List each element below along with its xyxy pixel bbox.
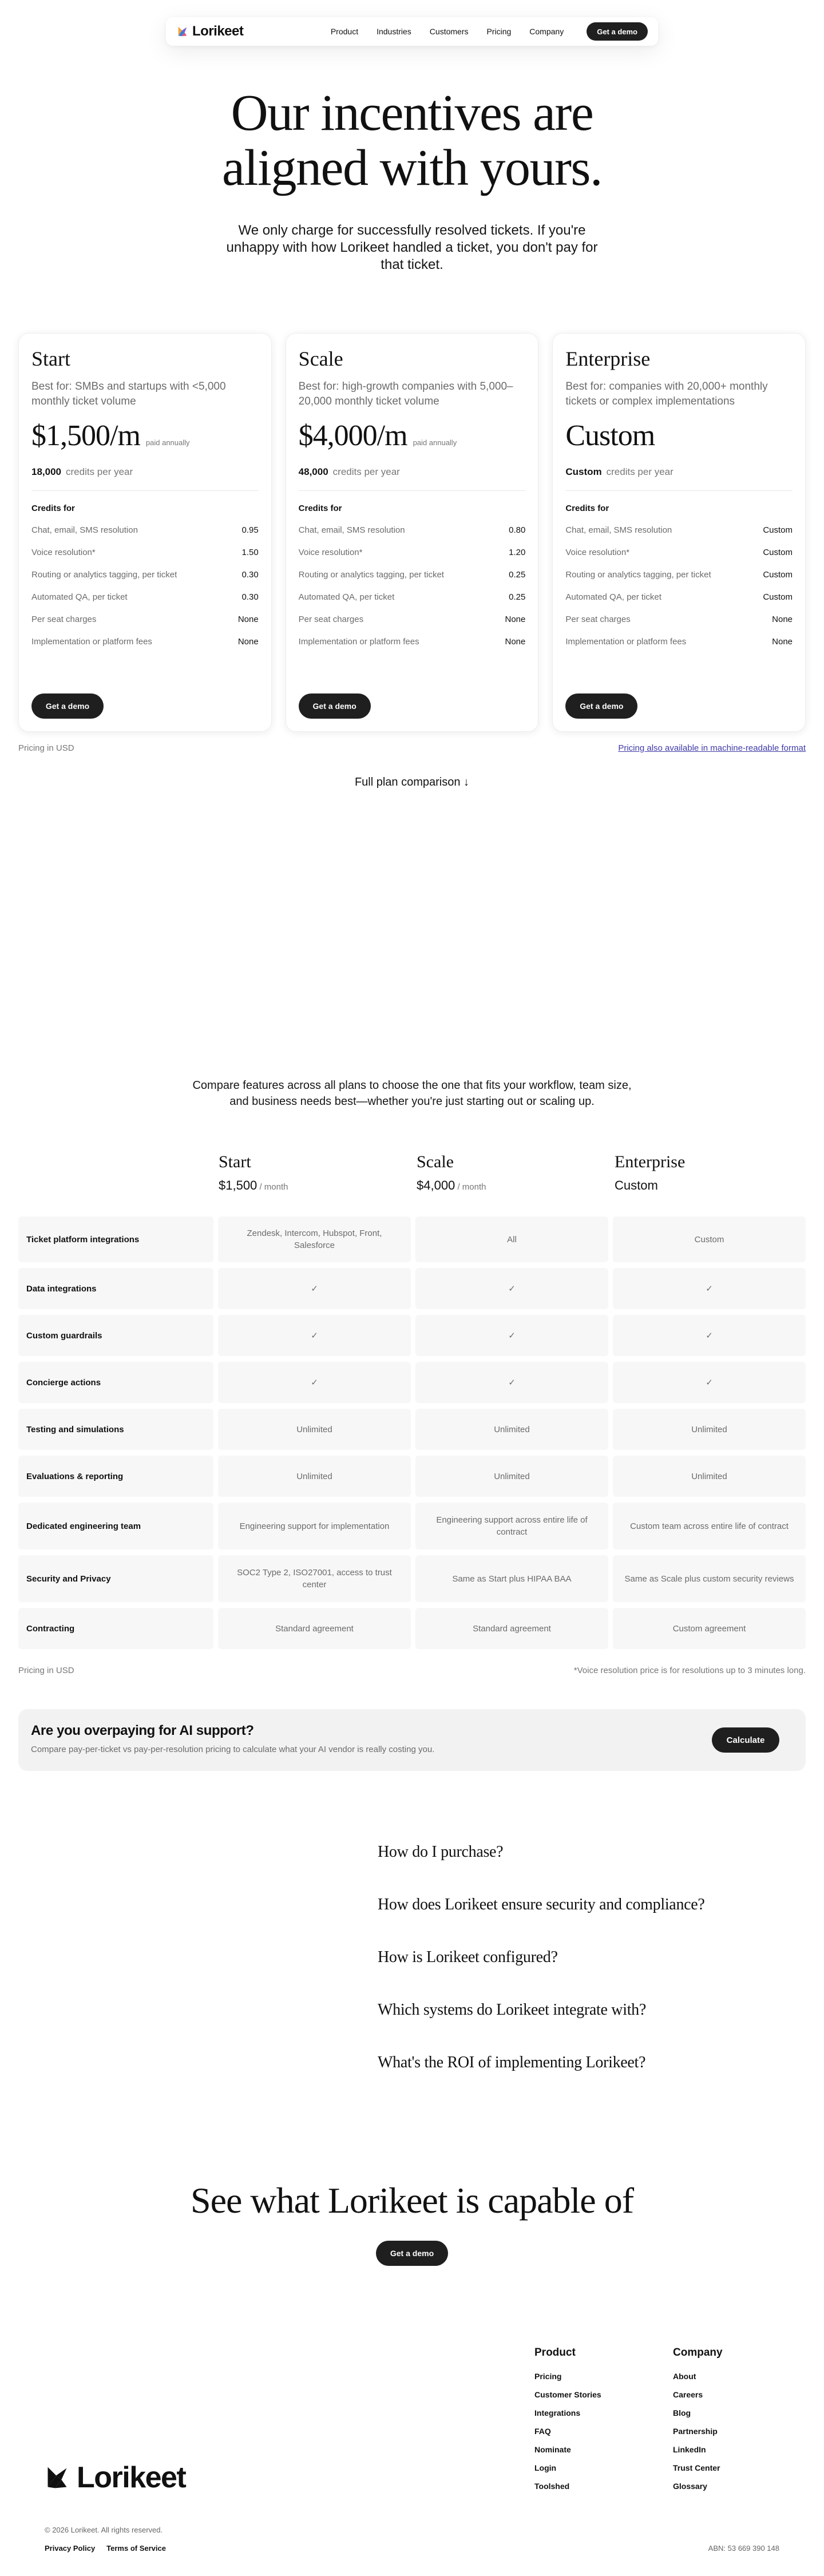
feature-label: Contracting <box>18 1608 213 1649</box>
credit-row <box>31 541 259 564</box>
feature-value-start: Zendesk, Intercom, Hubspot, Front, Salesforce <box>218 1216 411 1262</box>
credit-label: Routing or analytics tagging, per ticket <box>565 570 711 580</box>
compare-price-unit: / month <box>455 1182 486 1192</box>
credit-value: None <box>237 615 259 624</box>
credit-label: Automated QA, per ticket <box>298 592 395 602</box>
credit-value: 0.25 <box>509 592 526 602</box>
feature-value-enterprise: Same as Scale plus custom security reviews <box>613 1555 806 1602</box>
plan-credits-number: 48,000 <box>298 466 328 477</box>
abn-number: ABN: 53 669 390 148 <box>708 2544 779 2553</box>
banner-title: Are you overpaying for AI support? <box>31 1723 254 1738</box>
credit-label: Automated QA, per ticket <box>565 592 661 602</box>
credit-value: 0.30 <box>241 570 259 580</box>
nav-link-customers[interactable]: Customers <box>429 27 469 36</box>
feature-value-scale: Same as Start plus HIPAA BAA <box>415 1555 608 1602</box>
credit-value: None <box>237 637 259 647</box>
credits-for-heading: Credits for <box>565 504 609 513</box>
banner-subtitle: Compare pay-per-ticket vs pay-per-resolution pricing to calculate what your AI vendor is really costing you. <box>31 1745 435 1754</box>
hero-title-line-2: aligned with yours. <box>222 140 602 196</box>
brand-logo[interactable] <box>176 23 243 39</box>
cta-get-demo-button[interactable]: Get a demo <box>376 2241 448 2266</box>
plan-price-amount: $1,500/m <box>31 419 140 452</box>
compare-col-enterprise <box>615 1152 810 1193</box>
footer-link-toolshed[interactable]: Toolshed <box>534 2482 570 2491</box>
check-icon: ✓ <box>613 1315 806 1356</box>
footer-link-glossary[interactable]: Glossary <box>673 2482 707 2491</box>
lorikeet-logo-icon <box>176 25 189 38</box>
feature-value-enterprise: Custom <box>613 1216 806 1262</box>
feature-label: Evaluations & reporting <box>18 1456 213 1497</box>
credit-row <box>565 564 793 586</box>
plan-credits-label: credits per year <box>66 466 133 477</box>
feature-label: Data integrations <box>18 1268 213 1309</box>
faq-item[interactable]: How do I purchase? <box>378 1843 504 1861</box>
feature-label: Concierge actions <box>18 1362 213 1403</box>
credit-value: Custom <box>763 525 793 535</box>
compare-plan-name: Enterprise <box>615 1152 686 1171</box>
feature-label: Dedicated engineering team <box>18 1503 213 1549</box>
plan-price <box>299 419 526 453</box>
hero-subtitle: We only charge for successfully resolved tickets. If you're unhappy with how Lorikeet handled a ticket, you don't pay for that ticket. <box>226 223 598 272</box>
table-row <box>18 1362 806 1403</box>
compare-plan-price <box>615 1178 810 1193</box>
compare-plan-price <box>219 1178 414 1193</box>
nav-link-product[interactable]: Product <box>330 27 359 36</box>
credit-row <box>299 519 526 541</box>
footer-link-login[interactable]: Login <box>534 2463 557 2472</box>
credit-label: Per seat charges <box>298 615 364 624</box>
feature-value-enterprise: Unlimited <box>613 1409 806 1450</box>
credit-value: 0.30 <box>241 592 259 602</box>
footer-link-integrations[interactable]: Integrations <box>534 2408 581 2418</box>
credit-label: Per seat charges <box>565 615 631 624</box>
credits-for-heading: Credits for <box>31 504 75 513</box>
credit-value: 0.25 <box>509 570 526 580</box>
footer-link-customer-stories[interactable]: Customer Stories <box>534 2390 601 2399</box>
feature-label: Ticket platform integrations <box>18 1216 213 1262</box>
top-nav <box>166 17 658 46</box>
compare-col-start <box>219 1152 414 1193</box>
check-icon: ✓ <box>218 1268 411 1309</box>
terms-of-service-link[interactable]: Terms of Service <box>106 2544 166 2553</box>
check-icon: ✓ <box>415 1362 608 1403</box>
feature-value-scale: Engineering support across entire life of contract <box>415 1503 608 1549</box>
credit-row <box>31 564 259 586</box>
hero-title-line-1: Our incentives are <box>231 85 593 141</box>
faq-list <box>378 1842 778 2106</box>
start-get-demo-button[interactable]: Get a demo <box>31 693 104 719</box>
faq-item[interactable]: How does Lorikeet ensure security and compliance? <box>378 1896 705 1913</box>
privacy-policy-link[interactable]: Privacy Policy <box>45 2544 96 2553</box>
check-icon: ✓ <box>613 1268 806 1309</box>
table-row <box>18 1315 806 1356</box>
credit-value: Custom <box>763 548 793 557</box>
feature-value-scale: All <box>415 1216 608 1262</box>
table-row <box>18 1503 806 1549</box>
feature-label: Security and Privacy <box>18 1555 213 1602</box>
table-row <box>18 1268 806 1309</box>
compare-table <box>18 1216 806 1655</box>
credit-row <box>299 586 526 608</box>
compare-plan-name: Scale <box>417 1152 454 1171</box>
plan-name: Start <box>31 347 70 370</box>
overpaying-banner <box>18 1709 806 1771</box>
footer-product-heading: Product <box>534 2347 576 2359</box>
credits-for-heading: Credits for <box>298 504 342 513</box>
credit-label: Routing or analytics tagging, per ticket <box>298 570 444 580</box>
voice-footnote: *Voice resolution price is for resolutions up to 3 minutes long. <box>573 1666 806 1675</box>
nav-link-pricing[interactable]: Pricing <box>486 27 512 36</box>
credit-value: 0.80 <box>509 525 526 535</box>
credit-row <box>565 608 793 631</box>
legal-links <box>45 2544 166 2553</box>
credit-row <box>299 608 526 631</box>
credit-row <box>31 586 259 608</box>
credit-value: 1.50 <box>241 548 259 557</box>
nav-link-industries[interactable]: Industries <box>377 27 411 36</box>
divider <box>299 490 526 491</box>
feature-value-scale: Standard agreement <box>415 1608 608 1649</box>
feature-label: Testing and simulations <box>18 1409 213 1450</box>
nav-get-demo-button[interactable]: Get a demo <box>587 22 648 41</box>
feature-value-start: Standard agreement <box>218 1608 411 1649</box>
feature-value-start: Unlimited <box>218 1456 411 1497</box>
plan-price-amount: Custom <box>565 419 655 452</box>
feature-value-enterprise: Custom team across entire life of contract <box>613 1503 806 1549</box>
table-row <box>18 1456 806 1497</box>
compare-intro: Compare features across all plans to choose the one that fits your workflow, team size, and business needs best—whether you're just starting out or scaling up. <box>192 1079 632 1108</box>
lorikeet-logo-icon <box>45 2464 70 2491</box>
scale-get-demo-button[interactable]: Get a demo <box>299 693 371 719</box>
table-row <box>18 1409 806 1450</box>
footer-company-heading: Company <box>673 2347 723 2359</box>
feature-value-start: Engineering support for implementation <box>218 1503 411 1549</box>
feature-value-enterprise: Custom agreement <box>613 1608 806 1649</box>
footer-link-about[interactable]: About <box>673 2372 696 2381</box>
credit-rows <box>31 519 259 653</box>
credit-value: None <box>505 615 526 624</box>
brand-name: Lorikeet <box>192 23 244 39</box>
credit-label: Chat, email, SMS resolution <box>565 525 672 535</box>
credit-label: Chat, email, SMS resolution <box>298 525 405 535</box>
plan-cards <box>18 333 806 732</box>
credit-value: None <box>505 637 526 647</box>
footer-link-faq[interactable]: FAQ <box>534 2427 551 2436</box>
compare-price-amount: $4,000 <box>417 1178 455 1192</box>
calculate-button[interactable]: Calculate <box>712 1727 779 1753</box>
plan-card-scale <box>286 333 539 732</box>
check-icon: ✓ <box>218 1362 411 1403</box>
faq-item[interactable]: How is Lorikeet configured? <box>378 1948 558 1966</box>
credit-value: None <box>772 637 793 647</box>
credit-row <box>31 608 259 631</box>
plan-card-start <box>18 333 272 732</box>
credit-row <box>565 519 793 541</box>
footer-link-nominate[interactable]: Nominate <box>534 2445 571 2454</box>
table-row <box>18 1608 806 1649</box>
footer-link-pricing[interactable]: Pricing <box>534 2372 562 2381</box>
credit-label: Voice resolution* <box>565 548 630 557</box>
plan-credits <box>565 466 793 478</box>
credit-row <box>565 586 793 608</box>
plan-price-note: paid annually <box>145 438 190 447</box>
credit-value: Custom <box>763 570 793 580</box>
plan-best-for: Best for: SMBs and startups with <5,000 monthly ticket volume <box>31 381 226 407</box>
divider <box>565 490 793 491</box>
enterprise-get-demo-button[interactable]: Get a demo <box>565 693 637 719</box>
credit-row <box>299 564 526 586</box>
plan-best-for: Best for: high-growth companies with 5,000–20,000 monthly ticket volume <box>298 381 513 407</box>
faq-item[interactable]: What's the ROI of implementing Lorikeet? <box>378 2054 646 2071</box>
credit-value: None <box>772 615 793 624</box>
nav-links <box>322 27 573 36</box>
feature-label: Custom guardrails <box>18 1315 213 1356</box>
compare-plan-price <box>417 1178 612 1193</box>
pricing-currency-note: Pricing in USD <box>18 743 74 753</box>
footer-company-column <box>673 2347 723 2495</box>
credit-label: Voice resolution* <box>298 548 363 557</box>
credit-row <box>565 631 793 653</box>
feature-value-start: Unlimited <box>218 1409 411 1450</box>
credit-label: Chat, email, SMS resolution <box>31 525 138 535</box>
divider <box>31 490 259 491</box>
credit-label: Implementation or platform fees <box>31 637 152 647</box>
check-icon: ✓ <box>613 1362 806 1403</box>
plan-credits-number: Custom <box>565 466 602 477</box>
plan-price <box>31 419 259 453</box>
plan-best-for: Best for: companies with 20,000+ monthly tickets or complex implementations <box>565 381 768 407</box>
footer-link-careers[interactable]: Careers <box>673 2390 703 2399</box>
footer-link-linkedin[interactable]: LinkedIn <box>673 2445 706 2454</box>
credit-rows <box>299 519 526 653</box>
credit-value: 0.95 <box>241 525 259 535</box>
plan-credits <box>31 466 259 478</box>
plan-credits <box>299 466 526 478</box>
check-icon: ✓ <box>415 1315 608 1356</box>
footer-product-column <box>534 2347 601 2495</box>
footer-brand-name: Lorikeet <box>77 2461 186 2494</box>
machine-readable-pricing-link[interactable]: Pricing also available in machine-readable format <box>618 743 806 753</box>
full-plan-comparison-link[interactable]: Full plan comparison ↓ <box>354 776 470 788</box>
credit-label: Implementation or platform fees <box>298 637 419 647</box>
feature-value-scale: Unlimited <box>415 1409 608 1450</box>
plan-name: Scale <box>298 347 343 370</box>
credit-row <box>565 541 793 564</box>
compare-price-amount: $1,500 <box>219 1178 258 1192</box>
table-row <box>18 1216 806 1262</box>
feature-value-start: SOC2 Type 2, ISO27001, access to trust center <box>218 1555 411 1602</box>
credit-label: Implementation or platform fees <box>565 637 687 647</box>
plan-price-amount: $4,000/m <box>298 419 407 452</box>
credit-row <box>299 631 526 653</box>
credit-row <box>31 519 259 541</box>
plan-credits-number: 18,000 <box>31 466 61 477</box>
credit-label: Automated QA, per ticket <box>31 592 128 602</box>
credit-label: Voice resolution* <box>31 548 96 557</box>
check-icon: ✓ <box>218 1315 411 1356</box>
footer-link-partnership[interactable]: Partnership <box>673 2427 718 2436</box>
compare-price-amount: Custom <box>615 1178 658 1192</box>
nav-link-company[interactable]: Company <box>529 27 564 36</box>
compare-currency-note: Pricing in USD <box>18 1666 74 1675</box>
credit-label: Per seat charges <box>31 615 97 624</box>
credit-row <box>299 541 526 564</box>
compare-col-scale <box>417 1152 612 1193</box>
faq-item[interactable]: Which systems do Lorikeet integrate with? <box>378 2001 647 2019</box>
table-row <box>18 1555 806 1602</box>
footer-link-trust-center[interactable]: Trust Center <box>673 2463 720 2472</box>
cta-title: See what Lorikeet is capable of <box>191 2180 633 2221</box>
compare-price-unit: / month <box>257 1182 288 1192</box>
credit-value: Custom <box>763 592 793 602</box>
feature-value-scale: Unlimited <box>415 1456 608 1497</box>
footer-link-blog[interactable]: Blog <box>673 2408 691 2418</box>
plan-name: Enterprise <box>565 347 651 370</box>
footer-logo[interactable] <box>45 2460 185 2495</box>
hero-title <box>0 86 824 196</box>
credit-rows <box>565 519 793 653</box>
copyright: © 2026 Lorikeet. All rights reserved. <box>45 2526 163 2534</box>
credit-row <box>31 631 259 653</box>
feature-value-enterprise: Unlimited <box>613 1456 806 1497</box>
credit-label: Routing or analytics tagging, per ticket <box>31 570 177 580</box>
credit-value: 1.20 <box>509 548 526 557</box>
compare-plan-name: Start <box>219 1152 251 1171</box>
plan-price <box>565 419 793 453</box>
plan-price-note: paid annually <box>413 438 457 447</box>
plan-credits-label: credits per year <box>332 466 400 477</box>
plan-credits-label: credits per year <box>606 466 674 477</box>
plan-card-enterprise <box>552 333 806 732</box>
check-icon: ✓ <box>415 1268 608 1309</box>
